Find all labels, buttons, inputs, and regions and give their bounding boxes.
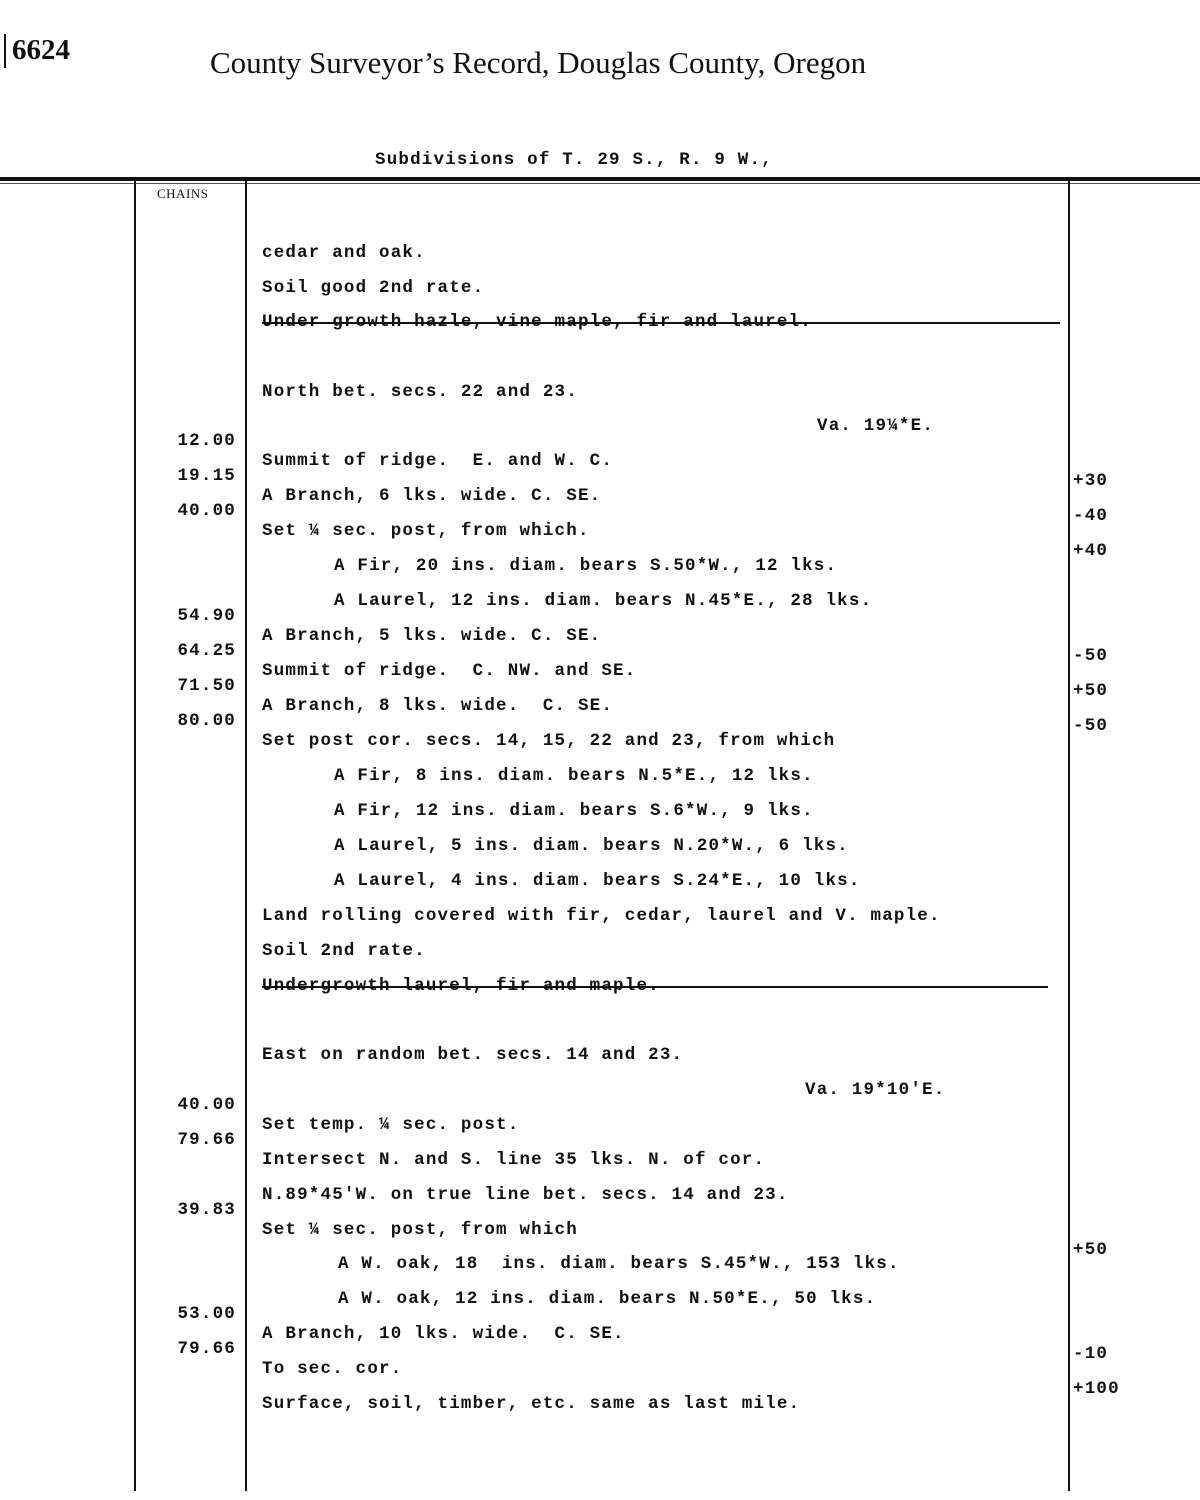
record-row (0, 1145, 1200, 1205)
chain-value: 64.25 (177, 641, 236, 661)
row-text: Set post cor. secs. 14, 15, 22 and 23, from which (262, 731, 836, 751)
chain-value: 79.66 (177, 1130, 236, 1150)
chain-value: 53.00 (177, 1304, 236, 1324)
row-text: A Branch, 10 lks. wide. C. SE. (262, 1324, 625, 1344)
record-row (0, 376, 1200, 436)
elevation-mark: +30 (1073, 471, 1109, 491)
chain-value: 79.66 (177, 1339, 236, 1359)
record-row (0, 796, 1200, 856)
bearing-tree-text: A Fir, 20 ins. diam. bears S.50*W., 12 lks. (334, 556, 838, 576)
chain-value: 54.90 (177, 606, 236, 626)
record-row (0, 726, 1200, 786)
row-text: Land rolling covered with fir, cedar, laurel and V. maple. (262, 906, 941, 926)
bearing-tree-text: A Fir, 12 ins. diam. bears S.6*W., 9 lks. (334, 801, 814, 821)
record-row (0, 238, 1200, 298)
row-text: East on random bet. secs. 14 and 23. (262, 1045, 684, 1065)
row-text: Soil 2nd rate. (262, 941, 426, 961)
record-row (0, 866, 1200, 926)
record-row (0, 1005, 1200, 1065)
record-row (0, 203, 1200, 263)
row-text: Under growth hazle, vine maple, fir and laurel. (262, 312, 812, 332)
page-title: County Surveyor’s Record, Douglas County, Oregon (210, 45, 867, 80)
chain-value: 39.83 (177, 1200, 236, 1220)
bearing-tree-text: A Laurel, 4 ins. diam. bears S.24*E., 10 lks. (334, 871, 861, 891)
record-row (0, 936, 1200, 996)
chains-column-header: CHAINS (157, 186, 209, 201)
row-text: A Branch, 8 lks. wide. C. SE. (262, 696, 614, 716)
row-text: Soil good 2nd rate. (262, 278, 485, 298)
variation-text: Va. 19¼*E. (817, 416, 935, 436)
record-row (0, 1040, 1200, 1100)
row-text: cedar and oak. (262, 243, 426, 263)
record-row (0, 831, 1200, 891)
chain-value: 40.00 (177, 501, 236, 521)
bearing-tree-text: A W. oak, 12 ins. diam. bears N.50*E., 50 lks. (338, 1289, 877, 1309)
chain-value: 19.15 (177, 466, 236, 486)
bearing-tree-text: A Laurel, 5 ins. diam. bears N.20*W., 6 lks. (334, 836, 849, 856)
row-text: Summit of ridge. E. and W. C. (262, 451, 614, 471)
row-text: Set temp. ¼ sec. post. (262, 1115, 520, 1135)
row-text: Undergrowth laurel, fir and maple. (262, 976, 660, 996)
page-number: 6624 (12, 34, 70, 66)
chain-value: 40.00 (177, 1095, 236, 1115)
row-text: Set ¼ sec. post, from which. (262, 521, 590, 541)
record-row (0, 1319, 1200, 1399)
record-row (0, 901, 1200, 961)
record-row (0, 272, 1200, 332)
chain-value: 71.50 (177, 676, 236, 696)
record-row (0, 1249, 1200, 1309)
row-text: North bet. secs. 22 and 23. (262, 382, 578, 402)
row-text: N.89*45'W. on true line bet. secs. 14 and 23. (262, 1185, 789, 1205)
record-row (0, 342, 1200, 402)
elevation-mark: +50 (1073, 1240, 1109, 1260)
row-text: A Branch, 6 lks. wide. C. SE. (262, 486, 602, 506)
elevation-mark: +40 (1073, 541, 1109, 561)
bearing-tree-text: A W. oak, 18 ins. diam. bears S.45*W., 153 lks. (338, 1254, 900, 1274)
page-subtitle: Subdivisions of T. 29 S., R. 9 W., (375, 150, 773, 170)
record-row (0, 1075, 1200, 1135)
row-text: Surface, soil, timber, etc. same as last mile. (262, 1394, 801, 1414)
record-row (0, 1180, 1200, 1260)
record-row (0, 551, 1200, 611)
elevation-mark: +50 (1073, 681, 1109, 701)
elevation-mark: -40 (1073, 506, 1109, 526)
bearing-tree-text: A Laurel, 12 ins. diam. bears N.45*E., 28 lks. (334, 591, 873, 611)
bearing-tree-text: A Fir, 8 ins. diam. bears N.5*E., 12 lks. (334, 766, 814, 786)
row-text: A Branch, 5 lks. wide. C. SE. (262, 626, 602, 646)
variation-text: Va. 19*10'E. (805, 1080, 946, 1100)
elevation-mark: -10 (1073, 1344, 1109, 1364)
table-top-rule-thin (0, 183, 1200, 184)
chain-value: 80.00 (177, 711, 236, 731)
record-row (0, 1110, 1200, 1170)
record-row (0, 761, 1200, 821)
table-top-rule (0, 177, 1200, 181)
row-text: Intersect N. and S. line 35 lks. N. of cor. (262, 1150, 766, 1170)
record-row (0, 481, 1200, 561)
elevation-mark: -50 (1073, 716, 1109, 736)
elevation-mark: +100 (1073, 1379, 1120, 1399)
row-text: To sec. cor. (262, 1359, 403, 1379)
chain-value: 12.00 (177, 431, 236, 451)
page-number-rule (4, 34, 6, 68)
row-text: Set ¼ sec. post, from which (262, 1220, 578, 1240)
row-text: Summit of ridge. C. NW. and SE. (262, 661, 637, 681)
elevation-mark: -50 (1073, 646, 1109, 666)
